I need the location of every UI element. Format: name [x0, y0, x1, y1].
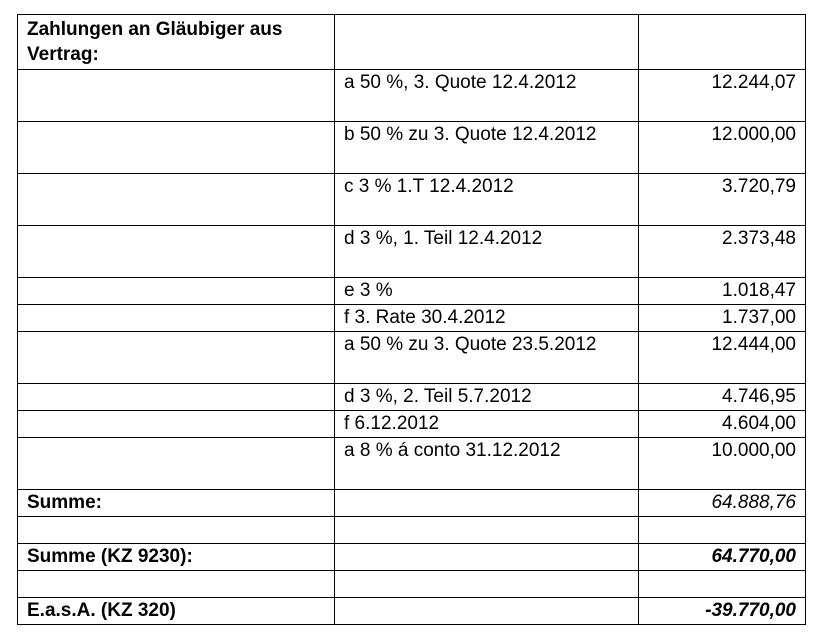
- spacer-row: [18, 517, 806, 544]
- empty-cell: [18, 122, 335, 174]
- payment-description: a 8 % á conto 31.12.2012: [335, 438, 639, 490]
- payment-amount: 1.737,00: [639, 305, 806, 332]
- empty-cell: [639, 517, 806, 544]
- empty-cell: [18, 571, 335, 598]
- empty-cell: [335, 490, 639, 517]
- spacer-row: [18, 571, 806, 598]
- easa-amount: -39.770,00: [639, 598, 806, 625]
- empty-cell: [335, 598, 639, 625]
- empty-cell: [18, 278, 335, 305]
- summe-kz-amount: 64.770,00: [639, 544, 806, 571]
- summe-kz-row: [18, 544, 806, 571]
- table-row: [18, 438, 806, 490]
- payment-amount: 10.000,00: [639, 438, 806, 490]
- empty-cell: [335, 571, 639, 598]
- easa-label: E.a.s.A. (KZ 320): [18, 598, 335, 625]
- empty-cell: [18, 70, 335, 122]
- payment-amount: 4.746,95: [639, 384, 806, 411]
- table-header-row: [18, 15, 806, 70]
- empty-cell: [18, 305, 335, 332]
- header-empty-cell: [639, 15, 806, 70]
- table-row: [18, 411, 806, 438]
- empty-cell: [18, 332, 335, 384]
- table-row: [18, 384, 806, 411]
- table-row: [18, 122, 806, 174]
- payments-table: [17, 14, 806, 625]
- empty-cell: [18, 174, 335, 226]
- payment-description: d 3 %, 1. Teil 12.4.2012: [335, 226, 639, 278]
- table-row: [18, 305, 806, 332]
- table-row: [18, 174, 806, 226]
- easa-row: [18, 598, 806, 625]
- payment-amount: 1.018,47: [639, 278, 806, 305]
- payment-description: e 3 %: [335, 278, 639, 305]
- table-row: [18, 226, 806, 278]
- payment-description: f 6.12.2012: [335, 411, 639, 438]
- empty-cell: [18, 384, 335, 411]
- empty-cell: [335, 544, 639, 571]
- summe-amount: 64.888,76: [639, 490, 806, 517]
- payment-description: d 3 %, 2. Teil 5.7.2012: [335, 384, 639, 411]
- empty-cell: [18, 438, 335, 490]
- summe-kz-label: Summe (KZ 9230):: [18, 544, 335, 571]
- summe-label: Summe:: [18, 490, 335, 517]
- payment-description: b 50 % zu 3. Quote 12.4.2012: [335, 122, 639, 174]
- empty-cell: [18, 517, 335, 544]
- payment-amount: 3.720,79: [639, 174, 806, 226]
- payment-amount: 2.373,48: [639, 226, 806, 278]
- table-row: [18, 278, 806, 305]
- payment-amount: 12.444,00: [639, 332, 806, 384]
- table-row: [18, 70, 806, 122]
- header-empty-cell: [335, 15, 639, 70]
- empty-cell: [18, 411, 335, 438]
- header-label: Zahlungen an Gläubiger aus Vertrag:: [18, 15, 335, 70]
- summe-row: [18, 490, 806, 517]
- payment-amount: 4.604,00: [639, 411, 806, 438]
- empty-cell: [18, 226, 335, 278]
- payment-description: a 50 %, 3. Quote 12.4.2012: [335, 70, 639, 122]
- payment-description: a 50 % zu 3. Quote 23.5.2012: [335, 332, 639, 384]
- table-row: [18, 332, 806, 384]
- payment-description: f 3. Rate 30.4.2012: [335, 305, 639, 332]
- empty-cell: [335, 517, 639, 544]
- payment-amount: 12.244,07: [639, 70, 806, 122]
- empty-cell: [639, 571, 806, 598]
- payment-description: c 3 % 1.T 12.4.2012: [335, 174, 639, 226]
- payment-amount: 12.000,00: [639, 122, 806, 174]
